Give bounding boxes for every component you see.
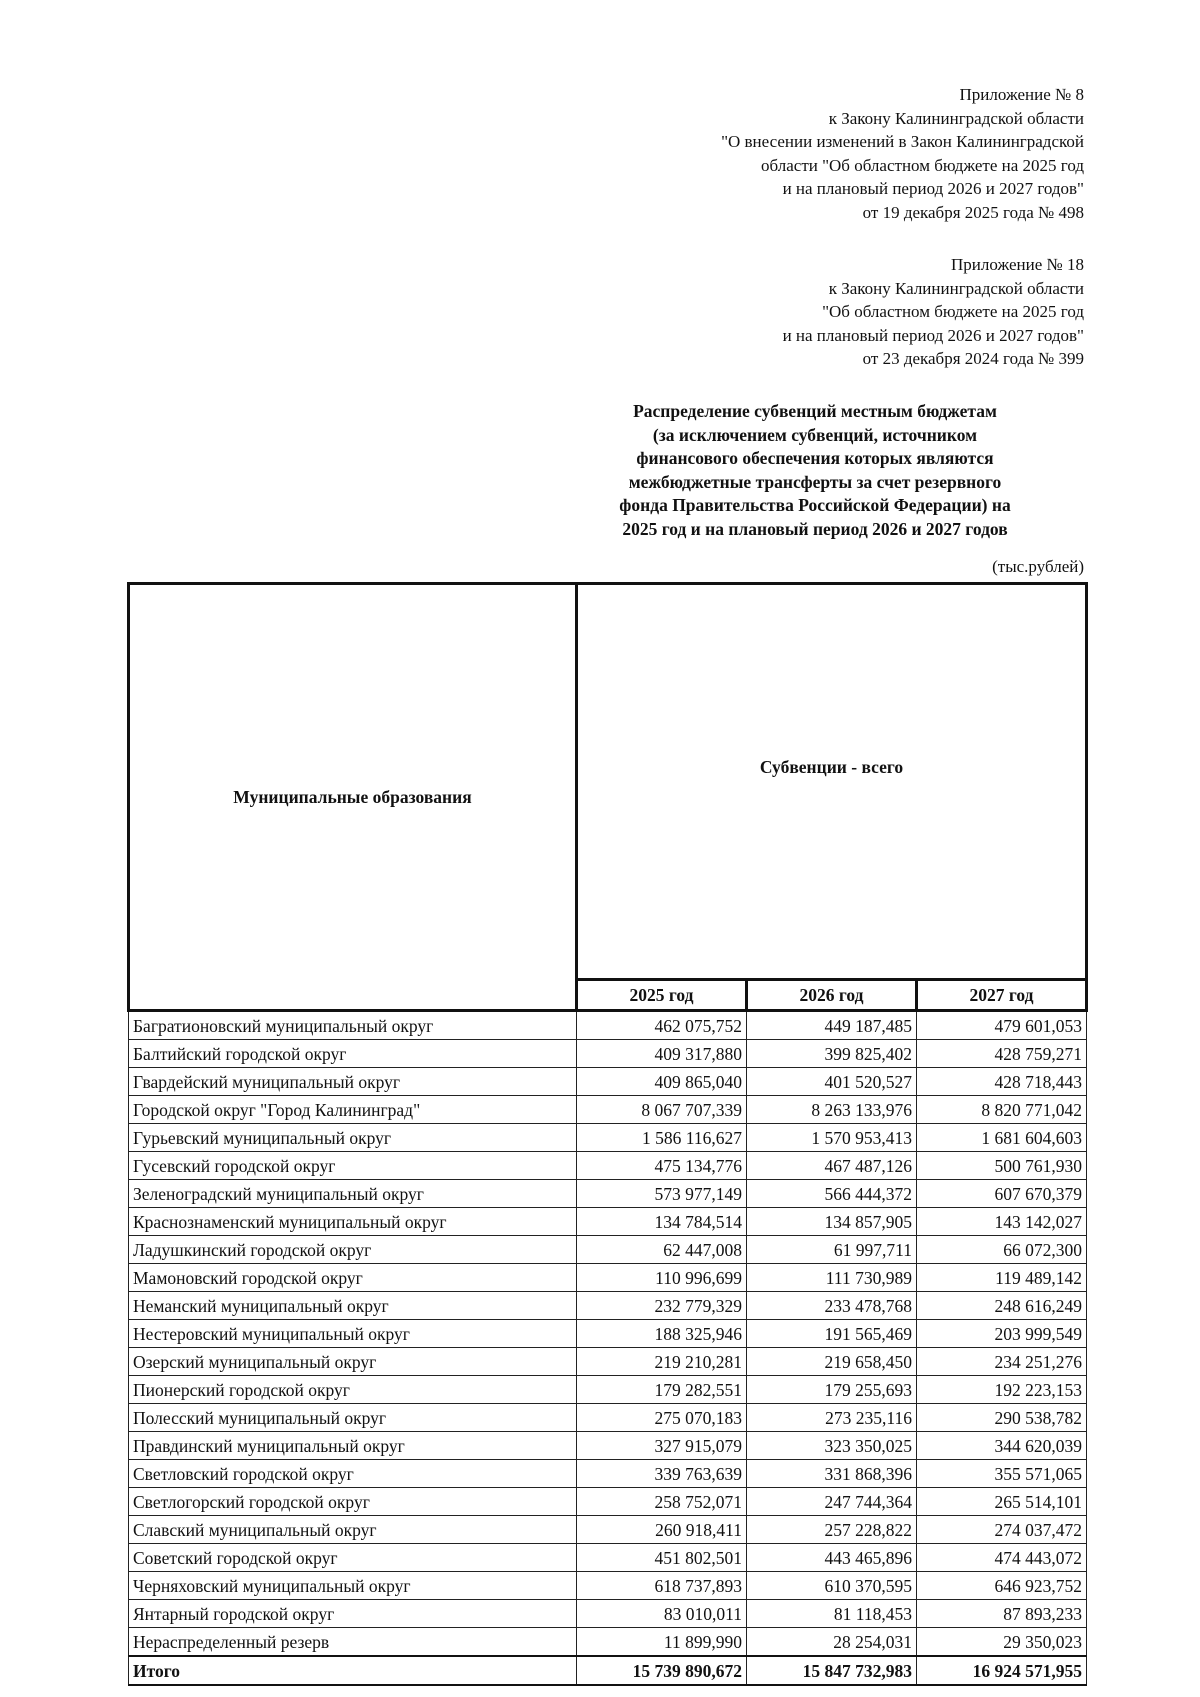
value-2026: 257 228,822 bbox=[747, 1516, 917, 1544]
municipality-name: Гвардейский муниципальный округ bbox=[129, 1068, 577, 1096]
table-row bbox=[129, 1292, 1087, 1320]
table-row bbox=[129, 1348, 1087, 1376]
value-2026: 111 730,989 bbox=[747, 1264, 917, 1292]
municipality-name: Советский городской округ bbox=[129, 1544, 577, 1572]
appendix-line: к Закону Калининградской области bbox=[828, 108, 1084, 128]
value-2025: 219 210,281 bbox=[577, 1348, 747, 1376]
value-2027: 355 571,065 bbox=[917, 1460, 1087, 1488]
value-2025: 110 996,699 bbox=[577, 1264, 747, 1292]
appendix-line: области "Об областном бюджете на 2025 год bbox=[761, 155, 1084, 175]
total-2026: 15 847 732,983 bbox=[747, 1656, 917, 1685]
municipality-name: Светловский городской округ bbox=[129, 1460, 577, 1488]
title-line: Распределение субвенций местным бюджетам bbox=[633, 401, 997, 421]
value-2026: 191 565,469 bbox=[747, 1320, 917, 1348]
total-label: Итого bbox=[129, 1656, 577, 1685]
table-row bbox=[129, 1068, 1087, 1096]
municipality-name: Городской округ "Город Калининград" bbox=[129, 1096, 577, 1124]
value-2027: 234 251,276 bbox=[917, 1348, 1087, 1376]
table-row bbox=[129, 1460, 1087, 1488]
value-2025: 134 784,514 bbox=[577, 1208, 747, 1236]
value-2026: 449 187,485 bbox=[747, 1011, 917, 1040]
title-line: межбюджетные трансферты за счет резервного bbox=[628, 471, 1002, 492]
municipality-name: Зеленоградский муниципальный округ bbox=[129, 1180, 577, 1208]
table-row bbox=[129, 1376, 1087, 1404]
value-2027: 474 443,072 bbox=[917, 1544, 1087, 1572]
municipality-name: Гусевский городской округ bbox=[129, 1152, 577, 1180]
value-2026: 179 255,693 bbox=[747, 1376, 917, 1404]
value-2027: 119 489,142 bbox=[917, 1264, 1087, 1292]
value-2027: 428 718,443 bbox=[917, 1068, 1087, 1096]
value-2026: 134 857,905 bbox=[747, 1208, 917, 1236]
header-year-2026: 2026 год bbox=[747, 980, 917, 1011]
value-2027: 344 620,039 bbox=[917, 1432, 1087, 1460]
appendix-line: и на плановый период 2026 и 2027 годов" bbox=[782, 325, 1084, 345]
total-2027: 16 924 571,955 bbox=[917, 1656, 1087, 1685]
value-2026: 399 825,402 bbox=[747, 1040, 917, 1068]
municipality-name: Багратионовский муниципальный округ bbox=[129, 1011, 577, 1040]
appendix-line: от 19 декабря 2025 года № 498 bbox=[862, 202, 1084, 222]
value-2026: 219 658,450 bbox=[747, 1348, 917, 1376]
value-2025: 618 737,893 bbox=[577, 1572, 747, 1600]
value-2027: 203 999,549 bbox=[917, 1320, 1087, 1348]
value-2025: 188 325,946 bbox=[577, 1320, 747, 1348]
value-2026: 61 997,711 bbox=[747, 1236, 917, 1264]
table-row bbox=[129, 1096, 1087, 1124]
table-row bbox=[129, 1404, 1087, 1432]
appendix-original-header bbox=[783, 253, 1084, 371]
total-row bbox=[129, 1656, 1087, 1685]
value-2026: 566 444,372 bbox=[747, 1180, 917, 1208]
table-row bbox=[129, 1320, 1087, 1348]
municipality-name: Озерский муниципальный округ bbox=[129, 1348, 577, 1376]
table-row bbox=[129, 1516, 1087, 1544]
table-row bbox=[129, 1011, 1087, 1040]
municipality-name: Пионерский городской округ bbox=[129, 1376, 577, 1404]
value-2025: 62 447,008 bbox=[577, 1236, 747, 1264]
value-2027: 479 601,053 bbox=[917, 1011, 1087, 1040]
value-2027: 290 538,782 bbox=[917, 1404, 1087, 1432]
units-label: (тыс.рублей) bbox=[992, 557, 1084, 576]
value-2025: 475 134,776 bbox=[577, 1152, 747, 1180]
value-2025: 409 317,880 bbox=[577, 1040, 747, 1068]
appendix-line: и на плановый период 2026 и 2027 годов" bbox=[782, 179, 1084, 198]
value-2025: 258 752,071 bbox=[577, 1488, 747, 1516]
value-2025: 83 010,011 bbox=[577, 1600, 747, 1628]
municipality-name: Черняховский муниципальный округ bbox=[129, 1572, 577, 1600]
value-2025: 260 918,411 bbox=[577, 1516, 747, 1544]
municipality-name: Гурьевский муниципальный округ bbox=[129, 1124, 577, 1152]
value-2025: 232 779,329 bbox=[577, 1292, 747, 1320]
table-row bbox=[129, 1152, 1087, 1180]
value-2027: 500 761,930 bbox=[917, 1152, 1087, 1180]
value-2025: 179 282,551 bbox=[577, 1376, 747, 1404]
municipality-name: Полесский муниципальный округ bbox=[129, 1404, 577, 1432]
value-2026: 28 254,031 bbox=[747, 1628, 917, 1657]
municipality-name: Мамоновский городской округ bbox=[129, 1264, 577, 1292]
table-row bbox=[129, 1124, 1087, 1152]
table-row bbox=[129, 1628, 1087, 1657]
value-2027: 143 142,027 bbox=[917, 1208, 1087, 1236]
municipality-name: Балтийский городской округ bbox=[129, 1040, 577, 1068]
title-line: (за исключением субвенций, источником bbox=[652, 424, 978, 445]
value-2027: 192 223,153 bbox=[917, 1376, 1087, 1404]
header-subventions-total: Субвенции - всего bbox=[577, 584, 1087, 980]
value-2027: 428 759,271 bbox=[917, 1040, 1087, 1068]
value-2025: 409 865,040 bbox=[577, 1068, 747, 1096]
value-2025: 1 586 116,627 bbox=[577, 1124, 747, 1152]
value-2027: 646 923,752 bbox=[917, 1572, 1087, 1600]
appendix-line: "О внесении изменений в Закон Калининградской bbox=[721, 132, 1084, 151]
table-row bbox=[129, 1544, 1087, 1572]
municipality-name: Ладушкинский городской округ bbox=[129, 1236, 577, 1264]
title-line: фонда Правительства Российской Федерации) на bbox=[619, 495, 1011, 515]
value-2027: 274 037,472 bbox=[917, 1516, 1087, 1544]
value-2026: 273 235,116 bbox=[747, 1404, 917, 1432]
table-row bbox=[129, 1600, 1087, 1628]
table-row bbox=[129, 1264, 1087, 1292]
value-2026: 8 263 133,976 bbox=[747, 1096, 917, 1124]
table-row bbox=[129, 1040, 1087, 1068]
value-2026: 610 370,595 bbox=[747, 1572, 917, 1600]
header-year-2027: 2027 год bbox=[917, 980, 1087, 1011]
value-2027: 66 072,300 bbox=[917, 1236, 1087, 1264]
table-row bbox=[129, 1572, 1087, 1600]
municipality-name: Краснознаменский муниципальный округ bbox=[129, 1208, 577, 1236]
value-2026: 81 118,453 bbox=[747, 1600, 917, 1628]
value-2025: 573 977,149 bbox=[577, 1180, 747, 1208]
value-2027: 1 681 604,603 bbox=[917, 1124, 1087, 1152]
appendix-line: к Закону Калининградской области bbox=[828, 278, 1084, 298]
total-2025: 15 739 890,672 bbox=[577, 1656, 747, 1685]
municipality-name: Нестеровский муниципальный округ bbox=[129, 1320, 577, 1348]
table-row bbox=[129, 1236, 1087, 1264]
value-2027: 29 350,023 bbox=[917, 1628, 1087, 1657]
value-2025: 275 070,183 bbox=[577, 1404, 747, 1432]
appendix-line: Приложение № 18 bbox=[951, 255, 1084, 274]
municipality-name: Нераспределенный резерв bbox=[129, 1628, 577, 1657]
value-2027: 607 670,379 bbox=[917, 1180, 1087, 1208]
value-2025: 451 802,501 bbox=[577, 1544, 747, 1572]
value-2025: 462 075,752 bbox=[577, 1011, 747, 1040]
title-line: 2025 год и на плановый период 2026 и 2027 годов bbox=[622, 518, 1008, 539]
value-2025: 339 763,639 bbox=[577, 1460, 747, 1488]
value-2026: 443 465,896 bbox=[747, 1544, 917, 1572]
value-2026: 1 570 953,413 bbox=[747, 1124, 917, 1152]
municipality-name: Янтарный городской округ bbox=[129, 1600, 577, 1628]
document-title bbox=[576, 400, 1054, 541]
appendix-line: "Об областном бюджете на 2025 год bbox=[822, 302, 1084, 321]
value-2026: 467 487,126 bbox=[747, 1152, 917, 1180]
table-row bbox=[129, 1208, 1087, 1236]
appendix-line: от 23 декабря 2024 года № 399 bbox=[862, 349, 1084, 368]
municipality-name: Правдинский муниципальный округ bbox=[129, 1432, 577, 1460]
subventions-table bbox=[127, 582, 1088, 1686]
municipality-name: Светлогорский городской округ bbox=[129, 1488, 577, 1516]
value-2026: 331 868,396 bbox=[747, 1460, 917, 1488]
value-2026: 401 520,527 bbox=[747, 1068, 917, 1096]
value-2025: 11 899,990 bbox=[577, 1628, 747, 1657]
value-2027: 8 820 771,042 bbox=[917, 1096, 1087, 1124]
municipality-name: Неманский муниципальный округ bbox=[129, 1292, 577, 1320]
value-2025: 8 067 707,339 bbox=[577, 1096, 747, 1124]
table-row bbox=[129, 1488, 1087, 1516]
municipality-name: Славский муниципальный округ bbox=[129, 1516, 577, 1544]
header-year-2025: 2025 год bbox=[577, 980, 747, 1011]
value-2025: 327 915,079 bbox=[577, 1432, 747, 1460]
value-2026: 247 744,364 bbox=[747, 1488, 917, 1516]
value-2026: 233 478,768 bbox=[747, 1292, 917, 1320]
value-2027: 265 514,101 bbox=[917, 1488, 1087, 1516]
value-2027: 248 616,249 bbox=[917, 1292, 1087, 1320]
table-body bbox=[129, 1011, 1087, 1657]
value-2026: 323 350,025 bbox=[747, 1432, 917, 1460]
title-line: финансового обеспечения которых являются bbox=[636, 448, 994, 468]
appendix-current-header bbox=[721, 83, 1084, 224]
appendix-line: Приложение № 8 bbox=[959, 85, 1084, 104]
value-2027: 87 893,233 bbox=[917, 1600, 1087, 1628]
header-municipalities: Муниципальные образования bbox=[129, 584, 577, 1011]
table-row bbox=[129, 1432, 1087, 1460]
table-row bbox=[129, 1180, 1087, 1208]
